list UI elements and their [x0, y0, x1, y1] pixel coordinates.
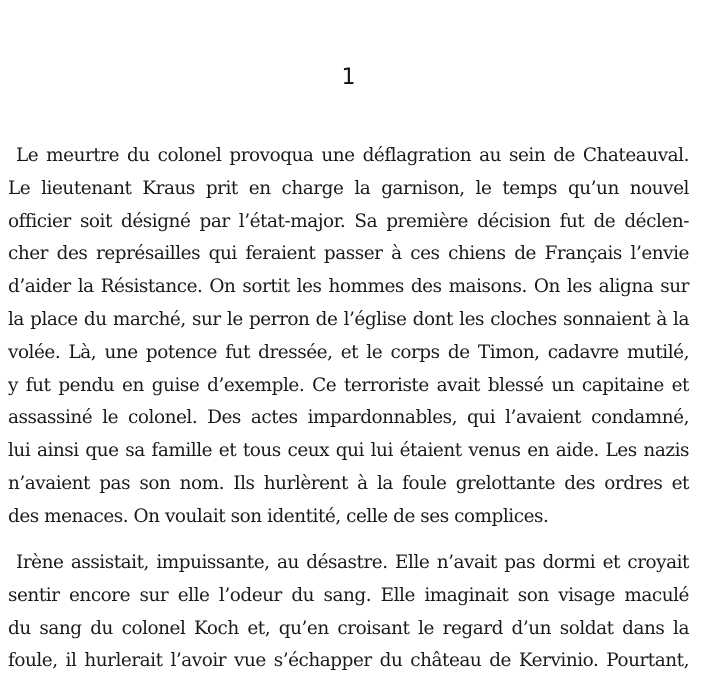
text-line: des menaces. On voulait son identité, celle de ses complices. [8, 505, 549, 527]
text-line: la place du marché, sur le perron de l’église dont les cloches sonnaient à la [8, 308, 689, 330]
paragraph-2 [8, 547, 689, 678]
text-line: Le meurtre du colonel provoqua une déflagration au sein de Chateauval. [16, 145, 689, 166]
text-line: d’aider la Résistance. On sortit les hommes des maisons. On les aligna sur [8, 276, 689, 298]
text-line: volée. Là, une potence fut dressée, et le corps de Timon, cadavre mutilé, [8, 341, 689, 363]
text-line: cher des représailles qui feraient passer à ces chiens de Français l’envie [8, 243, 689, 265]
text-line: du sang du colonel Koch et, qu’en croisant le regard d’un soldat dans la [8, 617, 689, 639]
text-line: Irène assistait, impuissante, au désastre. Elle n’avait pas dormi et croyait [16, 552, 689, 573]
chapter-number: 1 [341, 65, 356, 90]
text-line: officier soit désigné par l’état-major. Sa première décision fut de déclen- [8, 210, 689, 232]
text-line: n’avaient pas son nom. Ils hurlèrent à la foule grelottante des ordres et [8, 472, 689, 494]
text-line: y fut pendu en guise d’exemple. Ce terroriste avait blessé un capitaine et [8, 374, 689, 396]
text-line: assassiné le colonel. Des actes impardonnables, qui l’avaient condamné, [8, 407, 689, 429]
text-line: sentir encore sur elle l’odeur du sang. Elle imaginait son visage maculé [8, 584, 689, 606]
text-line: lui ainsi que sa famille et tous ceux qui lui étaient venus en aide. Les nazis [8, 440, 689, 462]
text-line: foule, il hurlerait l’avoir vue s’échapper du château de Kervinio. Pourtant, [8, 650, 689, 672]
paragraph-1 [8, 140, 689, 534]
text-line: Le lieutenant Kraus prit en charge la garnison, le temps qu’un nouvel [8, 177, 689, 199]
